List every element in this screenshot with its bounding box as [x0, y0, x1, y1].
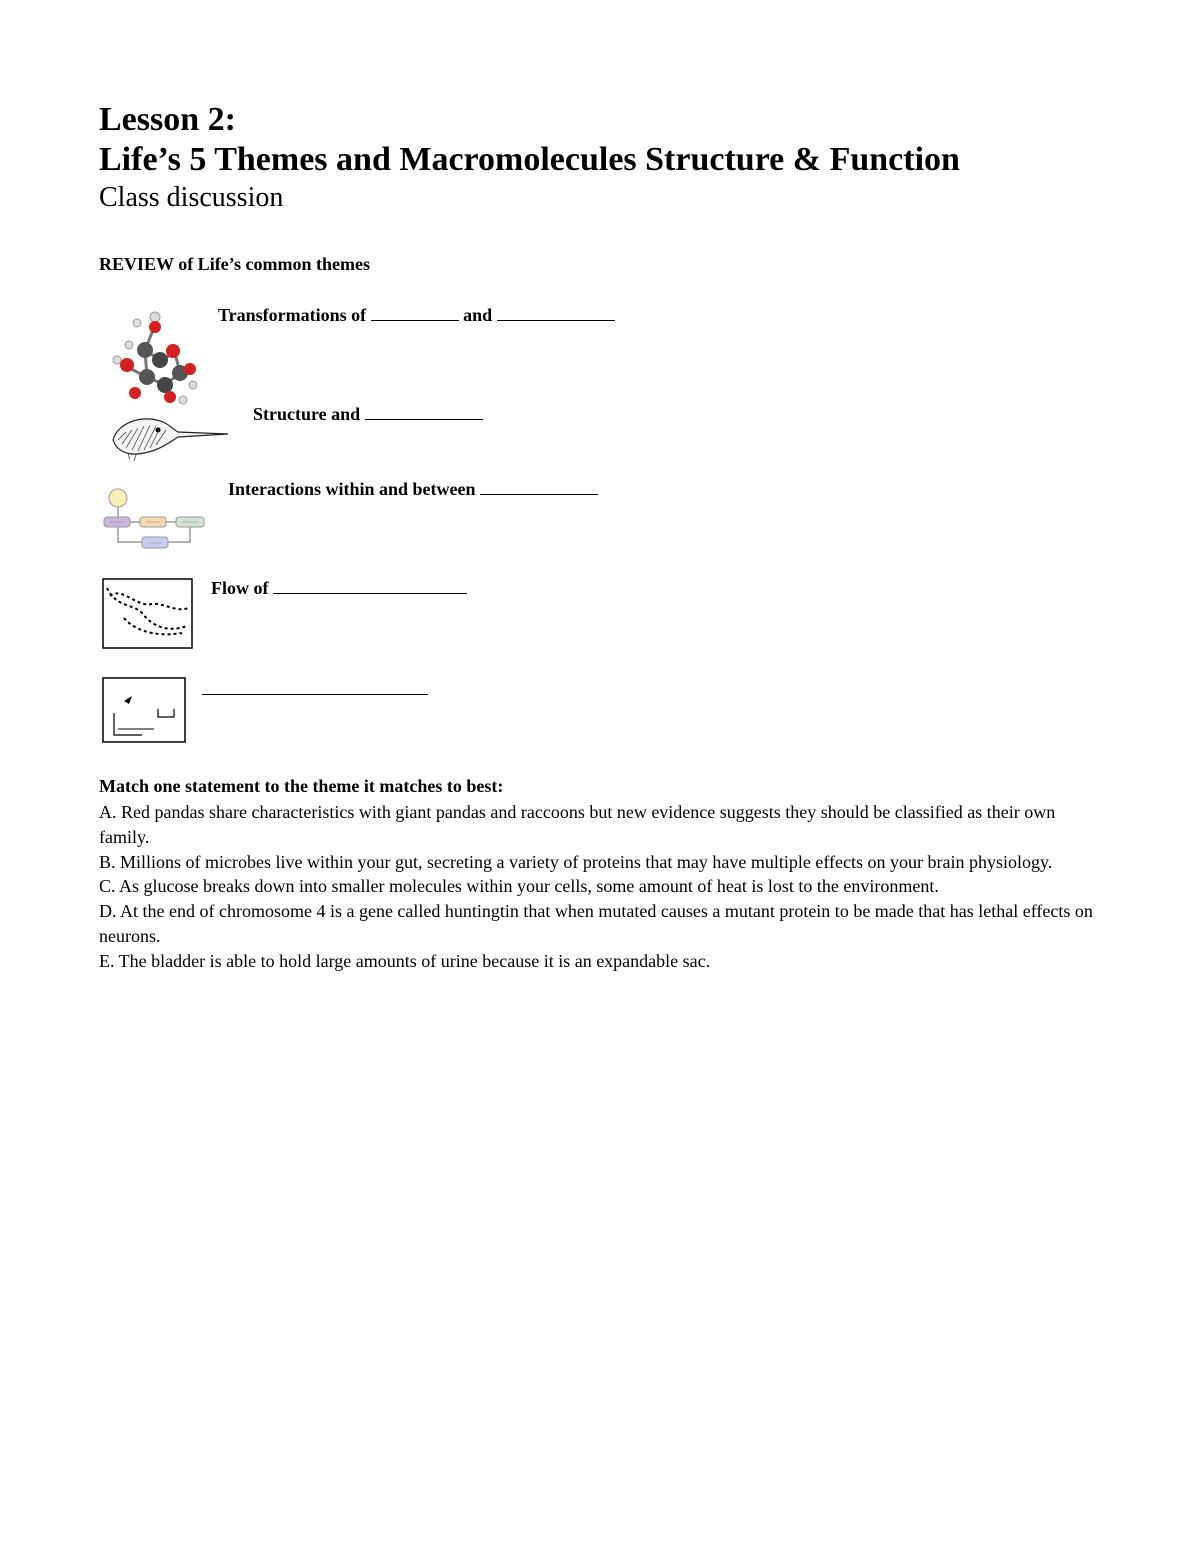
theme-interactions — [228, 478, 598, 500]
lesson-number: Lesson 2: — [99, 101, 236, 138]
answer-blank — [497, 305, 615, 321]
answer-blank — [480, 479, 598, 495]
theme-structure — [253, 403, 483, 425]
theme-transformations — [218, 304, 615, 326]
hummingbird-head-icon — [108, 410, 233, 462]
theme-structure-label: Structure and — [253, 404, 365, 424]
statement-list — [99, 800, 1099, 974]
statement-a: A. Red pandas share characteristics with giant pandas and raccoons but new evidence suggests they should be classified as their own family. — [99, 802, 1056, 847]
dna-helix-icon — [102, 578, 193, 649]
statement-d: D. At the end of chromosome 4 is a gene called huntingtin that when mutated causes a mutant protein to be made that has lethal effects on neurons. — [99, 901, 1093, 946]
statement-c: C. As glucose breaks down into smaller molecules within your cells, some amount of heat is lost to the environment. — [99, 876, 939, 897]
review-heading: REVIEW of Life’s common themes — [99, 254, 370, 274]
theme-transformations-and: and — [458, 305, 497, 325]
theme-flow — [211, 577, 467, 599]
answer-blank — [371, 305, 459, 321]
page-subtitle: Class discussion — [99, 182, 284, 213]
answer-blank — [202, 679, 428, 695]
theme-transformations-label: Transformations of — [218, 305, 371, 325]
theme-fifth — [202, 678, 428, 700]
page-title: Life’s 5 Themes and Macromolecules Structure & Function — [99, 141, 960, 178]
match-heading: Match one statement to the theme it matches to best: — [99, 776, 504, 796]
answer-blank — [365, 404, 483, 420]
flowchart-icon — [102, 488, 208, 554]
theme-flow-label: Flow of — [211, 578, 273, 598]
glucose-molecule-icon — [105, 305, 200, 405]
statement-e: E. The bladder is able to hold large amounts of urine because it is an expandable sac. — [99, 950, 711, 971]
theme-interactions-label: Interactions within and between — [228, 479, 481, 499]
statement-b: B. Millions of microbes live within your gut, secreting a variety of proteins that may have multiple effects on your brain physiology. — [99, 851, 1053, 872]
answer-blank — [273, 578, 467, 594]
evolution-sketch-icon — [102, 677, 186, 743]
